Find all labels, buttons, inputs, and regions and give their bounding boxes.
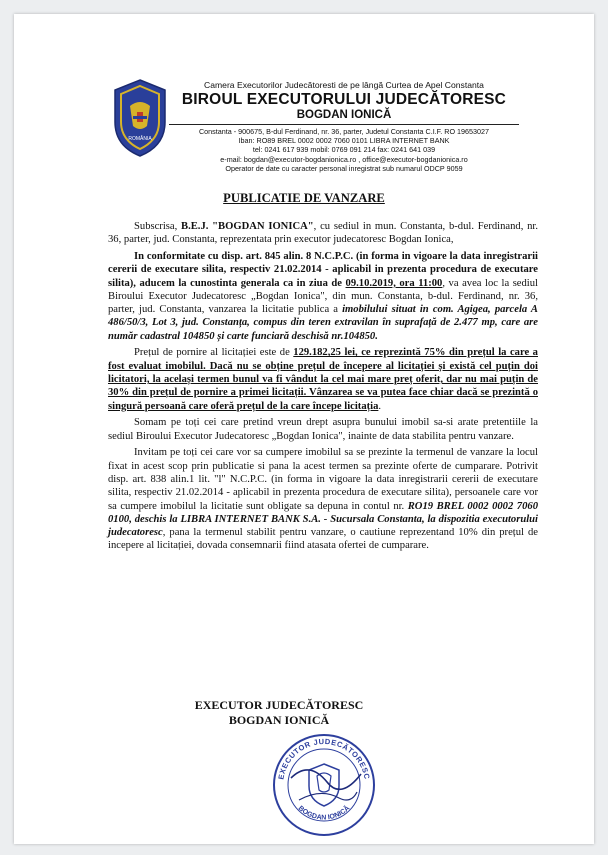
email-addresses: e-mail: bogdan@executor-bogdanionica.ro , office@executor-bogdanionica.ro bbox=[220, 154, 468, 164]
header-divider bbox=[169, 124, 519, 125]
auction-date: 09.10.2019, ora 11:00 bbox=[345, 277, 443, 289]
signature-role: EXECUTOR JUDECĂTORESC bbox=[194, 698, 364, 712]
property-description: imobilului situat in com. Agigea, parcela A 486/50/3, Lot 3, jud. Constanța, compus din teren extravilan în suprafață de 2.477 mp, care are număr cadastral 104850 și carte funciară deschisă nr.104850. bbox=[108, 304, 538, 342]
paragraph-deposit: Invitam pe toți cei care vor sa cumpere imobilul sa se prezinte la termenul de vanzare la locul fixat in acest scop prin publicatie si pana la acest termen sa prezinte oferte de cumparare. Potrivit disp. art. 838 alin.1 lit. "l" N.C.P.C. (in forma in vigoare la data inregistrarii cererii de executare silita, respectiv 21.02.2014 - aplicabil in prezenta procedura de executare silita), persoanele care vor sa cumpere imobilul la licitatie sunt obligate sa depuna in contul nr. RO19 BREL 0002 0002 7060 0100, deschis la LIBRA INTERNET BANK S.A. - Sucursala Constanta, la dispozitia executorului judecatoresc, pana la termenul stabilit pentru vanzare, o cautiune reprezentand 10% din prețul de incepere al licitației, dovada consemnarii fiind atasata ofertei de cumparare. bbox=[108, 447, 538, 552]
document-body bbox=[108, 220, 538, 556]
svg-text:EXECUTOR JUDECĂTORESC: EXECUTOR JUDECĂTORESC bbox=[276, 736, 372, 781]
letterhead bbox=[14, 14, 594, 173]
paragraph-summons: Somam pe toți cei care pretind vreun drept asupra bunului imobil sa-si arate pretentiile la sediul Biroului Executor Judecatoresc „Bogdan Ionica", inainte de data stabilita pentru vanzare. bbox=[108, 417, 538, 442]
document-page bbox=[14, 14, 594, 844]
bailiff-emblem-icon bbox=[111, 76, 169, 160]
paragraph-auction-notice: In conformitate cu disp. art. 845 alin. 8 N.C.P.C. (in forma in vigoare la data inregistrarii cererii de executare silita, respectiv 21.02.2014 - aplicabil in prezenta procedura de executare silita), aducem la cunostinta generala ca in ziua de 09.10.2019, ora 11:00, va avea loc la sediul Biroului Executor Judecatoresc „Bogdan Ionica", din mun. Constanta, b-dul. Ferdinand, nr. 36, parter, jud. Constanta, vanzarea la licitatie publica a imobilului situat in com. Agigea, parcela A 486/50/3, Lot 3, jud. Constanța, compus din teren extravilan în suprafață de 2.477 mp, care are număr cadastral 104850 și carte funciară deschisă nr.104850. bbox=[108, 250, 538, 342]
data-operator-note: Operator de date cu caracter personal inregistrat sub numarul ODCP 9059 bbox=[225, 163, 463, 173]
svg-text:ROMÂNIA: ROMÂNIA bbox=[128, 136, 152, 142]
phone-numbers: tel: 0241 617 939 mobil: 0769 091 214 fax: 0241 641 039 bbox=[252, 145, 436, 155]
signature-block bbox=[164, 698, 394, 728]
paragraph-intro: Subscrisa, B.E.J. "BOGDAN IONICA", cu sediul in mun. Constanta, b-dul. Ferdinand, nr. 36, parter, jud. Constanta, reprezentata prin executor judecatoresc Bogdan Ionica, bbox=[108, 221, 539, 246]
svg-text:BOGDAN IONICĂ: BOGDAN IONICĂ bbox=[296, 804, 352, 822]
starting-price: 129.182,25 lei, ce reprezintă 75% din prețul la care a fost evaluat imobilul. Dacă nu se obține prețul de începere al licitației și există cel puțin doi licitatori, la același termen bunul va fi vândut la cel mai mare preț oferit, dar nu mai puțin de 30% din prețul de pornire a primei licitații. Vânzarea se va putea face chiar dacă se prezintă o singură persoană care oferă prețul de la care începe licitația bbox=[108, 347, 538, 412]
paragraph-starting-price: Prețul de pornire al licitației este de 129.182,25 lei, ce reprezintă 75% din prețul la care a fost evaluat imobilul. Dacă nu se obține prețul de începere al licitației și există cel puțin doi licitatori, la același termen bunul va fi vândut la cel mai mare preț oferit, dar nu mai puțin de 30% din prețul de pornire a primei licitații. Vânzarea se va putea face chiar dacă se prezintă o singură persoană care oferă prețul de la care începe licitația. bbox=[108, 347, 538, 412]
signature-name: BOGDAN IONICĂ bbox=[228, 713, 330, 727]
chamber-name: Camera Executorilor Judecătoresti de pe lângă Curtea de Apel Constanta bbox=[204, 80, 484, 90]
bank-iban: Iban: RO89 BREL 0002 0002 7060 0101 LIBRA INTERNET BANK bbox=[238, 136, 450, 146]
office-address: Constanta - 900675, B-dul Ferdinand, nr. 36, parter, Judetul Constanta C.I.F. RO 19653027 bbox=[198, 127, 490, 136]
bailiff-name: BOGDAN IONICĂ bbox=[296, 109, 392, 121]
document-title: PUBLICATIE DE VANZARE bbox=[223, 191, 385, 205]
deposit-account: RO19 BREL 0002 0002 7060 0100, deschis la LIBRA INTERNET BANK S.A. - Sucursala Constanta, la dispozitia executorului judecatoresc bbox=[108, 500, 538, 539]
office-name: BIROUL EXECUTORULUI JUDECĂTORESC bbox=[181, 91, 507, 108]
official-seal-icon bbox=[269, 730, 379, 840]
letterhead-text bbox=[164, 80, 524, 173]
